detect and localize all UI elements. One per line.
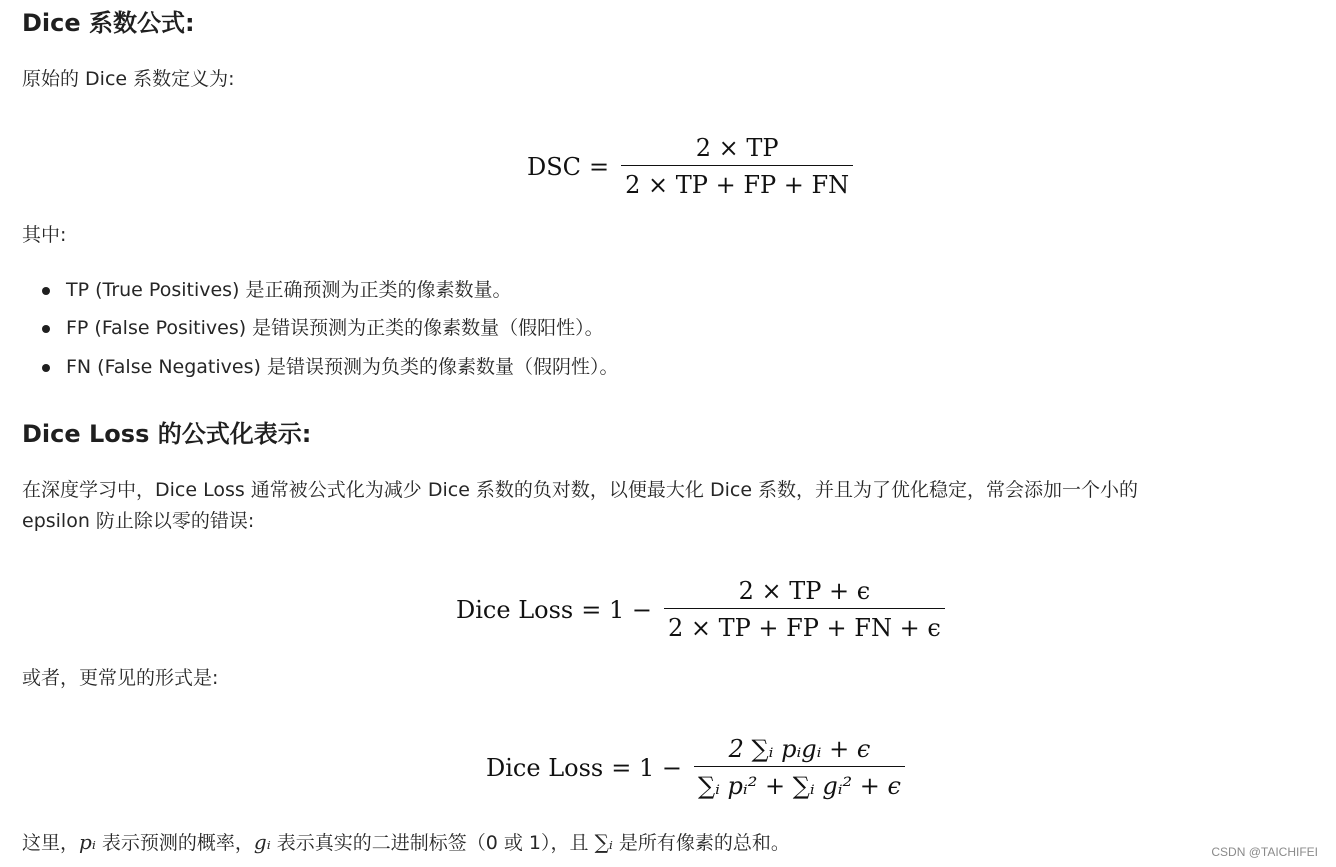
math-g-i: gᵢ [253, 830, 271, 854]
formula-lhs: Dice Loss [486, 753, 604, 782]
dice-loss-formula-1 [456, 576, 949, 643]
formula-fraction [621, 133, 853, 200]
footer-text-4: 是所有像素的总和。 [612, 832, 790, 854]
formula-numerator: 2 × TP [695, 134, 779, 162]
formula-denominator: ∑ᵢ pᵢ² + ∑ᵢ gᵢ² + ϵ [694, 766, 905, 801]
formula-lhs: DSC [527, 152, 582, 181]
formula-numerator: 2 × TP + ϵ [738, 577, 871, 605]
footer-text-3: 表示真实的二进制标签（0 或 1），且 [270, 832, 595, 854]
footer-explanation [22, 827, 790, 858]
bullet-item-fp: FP (False Positives) 是错误预测为正类的像素数量（假阳性）。 [66, 317, 604, 339]
formula-denominator: 2 × TP + FP + FN [621, 165, 853, 200]
math-p-i: pᵢ [79, 830, 96, 854]
watermark: CSDN @TAICHIFEI [1211, 845, 1318, 859]
formula-rhs-prefix: = 1 − [581, 595, 652, 624]
footer-text-2: 表示预测的概率， [95, 832, 254, 854]
paragraph-line-2: epsilon 防止除以零的错误: [22, 510, 255, 532]
or-text: 或者，更常见的形式是: [22, 667, 219, 689]
formula-lhs: Dice Loss [456, 595, 574, 624]
formula-equals: = [589, 152, 610, 181]
formula-fraction [664, 576, 945, 643]
intro-text: 原始的 Dice 系数定义为: [22, 68, 235, 90]
dsc-formula [527, 133, 857, 200]
bullet-dot [42, 325, 50, 333]
formula-fraction [694, 734, 905, 801]
footer-text-1: 这里， [22, 832, 80, 854]
section-heading-dice-loss: Dice Loss 的公式化表示: [22, 420, 312, 448]
bullet-item-fn: FN (False Negatives) 是错误预测为负类的像素数量（假阴性）。 [66, 356, 619, 378]
formula-denominator: 2 × TP + FP + FN + ϵ [664, 608, 945, 643]
dice-loss-formula-2 [486, 734, 909, 801]
where-text: 其中: [22, 224, 67, 246]
formula-rhs-prefix: = 1 − [611, 753, 682, 782]
section-heading-dice-coefficient: Dice 系数公式: [22, 9, 195, 37]
bullet-dot [42, 287, 50, 295]
bullet-dot [42, 364, 50, 372]
bullet-item-tp: TP (True Positives) 是正确预测为正类的像素数量。 [66, 279, 512, 301]
math-sum-i: ∑ᵢ [594, 830, 613, 854]
formula-numerator: 2 ∑ᵢ pᵢgᵢ + ϵ [728, 735, 871, 763]
paragraph-line-1: 在深度学习中，Dice Loss 通常被公式化为减少 Dice 系数的负对数，以便最大化 Dice 系数，并且为了优化稳定，常会添加一个小的 [22, 479, 1139, 501]
